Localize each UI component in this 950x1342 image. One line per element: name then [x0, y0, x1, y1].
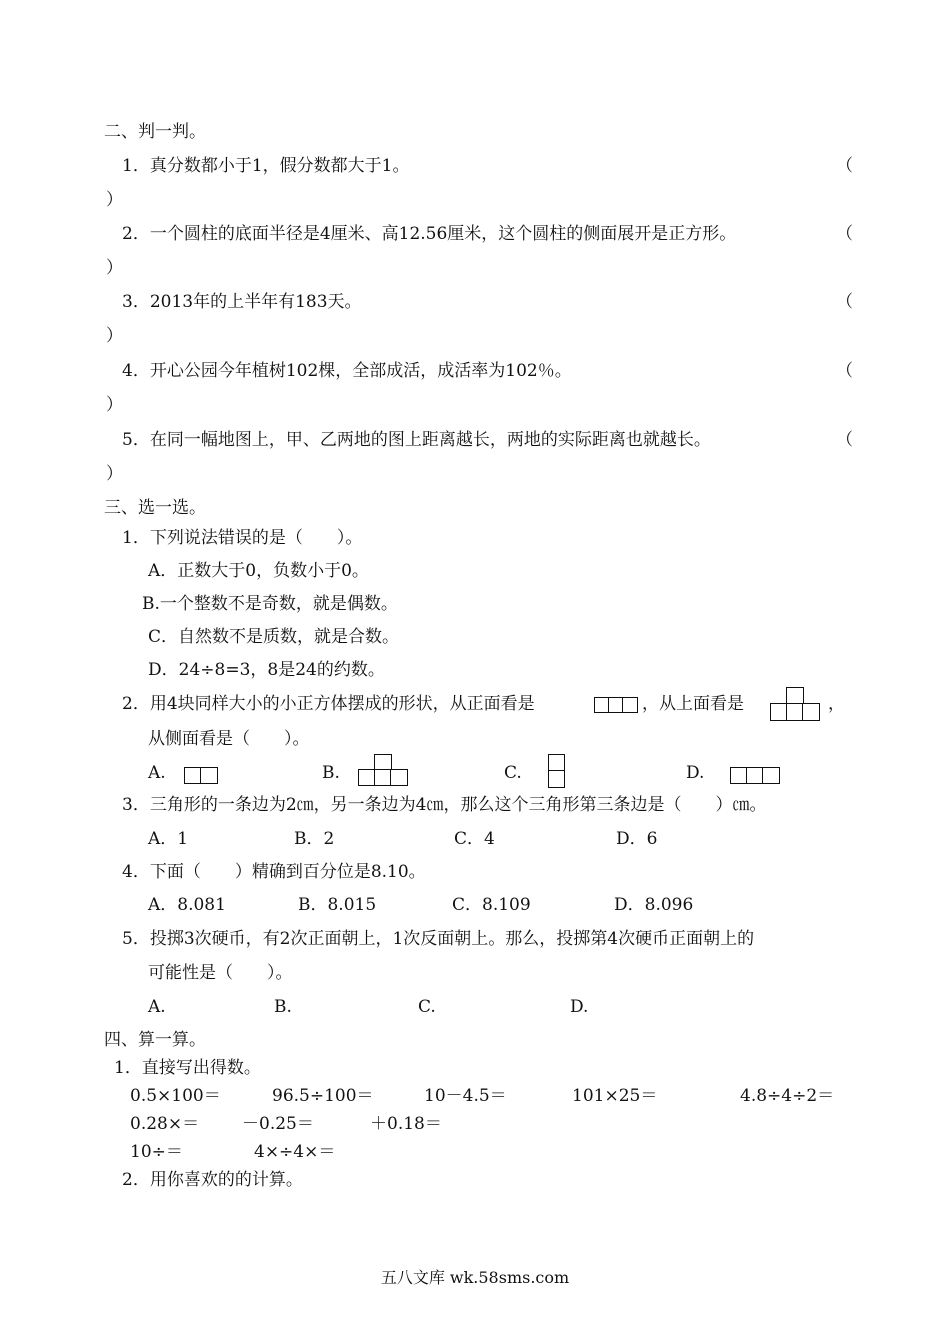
- choice-q3-option-a: A．1: [148, 829, 189, 849]
- footer-watermark: 五八文库 wk.58sms.com: [380, 1268, 570, 1287]
- calc-item: 4.8÷4÷2＝: [740, 1086, 835, 1106]
- answer-close-paren: ）: [106, 464, 123, 484]
- judge-item-1: 1．真分数都小于1，假分数都大于1。: [122, 156, 410, 176]
- choice-q1-option-b: B.一个整数不是奇数，就是偶数。: [142, 594, 398, 614]
- choice-q5-option-b: B.: [274, 997, 292, 1017]
- section-3-title: 三、选一选。: [104, 498, 206, 518]
- choice-q5-option-a: A.: [148, 997, 166, 1017]
- section-2-title: 二、判一判。: [104, 122, 206, 142]
- choice-q3-stem: 3．三角形的一条边为2㎝，另一条边为4㎝，那么这个三角形第三条边是（ ）㎝。: [122, 795, 767, 815]
- answer-open-paren: （: [836, 224, 853, 244]
- answer-open-paren: （: [836, 156, 853, 176]
- section-4-title: 四、算一算。: [104, 1030, 206, 1050]
- choice-q2-stem-part2: ，从上面看是: [642, 694, 744, 714]
- answer-open-paren: （: [836, 430, 853, 450]
- judge-item-4: 4．开心公园今年植树102棵，全部成活，成活率为102％。: [122, 361, 572, 381]
- calc-item: 96.5÷100＝: [272, 1086, 374, 1106]
- calc-item: 10÷＝: [130, 1142, 183, 1162]
- choice-q1-option-a: A．正数大于0，负数小于0。: [148, 561, 369, 581]
- choice-q4-stem: 4．下面（ ）精确到百分位是8.10。: [122, 862, 426, 882]
- choice-q5-option-d: D.: [570, 997, 589, 1017]
- calc-item: 4×÷4×＝: [254, 1142, 336, 1162]
- calc-sub-2: 2．用你喜欢的的计算。: [122, 1170, 303, 1190]
- choice-q5-stem-line2: 可能性是（ ）。: [148, 963, 293, 983]
- choice-q3-option-b: B．2: [294, 829, 335, 849]
- choice-q3-option-d: D．6: [616, 829, 658, 849]
- answer-open-paren: （: [836, 292, 853, 312]
- choice-q1-option-c: C．自然数不是质数，就是合数。: [148, 627, 400, 647]
- choice-q4-option-d: D．8.096: [614, 895, 694, 915]
- choice-q5-option-c: C.: [418, 997, 436, 1017]
- judge-item-5: 5．在同一幅地图上，甲、乙两地的图上距离越长，两地的实际距离也就越长。: [122, 430, 711, 450]
- choice-q4-option-c: C．8.109: [452, 895, 531, 915]
- choice-q2-stem-part4: 从侧面看是（ ）。: [148, 729, 310, 749]
- answer-close-paren: ）: [106, 326, 123, 346]
- answer-close-paren: ）: [106, 258, 123, 278]
- choice-q2-option-a: A.: [148, 763, 166, 783]
- answer-close-paren: ）: [106, 395, 123, 415]
- choice-q3-option-c: C．4: [454, 829, 495, 849]
- choice-q5-stem-line1: 5．投掷3次硬币，有2次正面朝上，1次反面朝上。那么，投掷第4次硬币正面朝上的: [122, 929, 755, 949]
- choice-q2-stem-part3: ，: [828, 694, 845, 714]
- calc-item: －0.25＝: [242, 1114, 314, 1134]
- calc-item: 0.5×100＝: [130, 1086, 221, 1106]
- calc-item: 101×25＝: [572, 1086, 658, 1106]
- choice-q2-stem-part1: 2．用4块同样大小的小正方体摆成的形状，从正面看是: [122, 694, 535, 714]
- calc-item: 10－4.5＝: [424, 1086, 507, 1106]
- calc-item: ＋0.18＝: [370, 1114, 442, 1134]
- answer-close-paren: ）: [106, 190, 123, 210]
- calc-sub-1: 1．直接写出得数。: [114, 1058, 261, 1078]
- choice-q1-option-d: D．24÷8=3，8是24的约数。: [148, 660, 385, 680]
- choice-q4-option-b: B．8.015: [298, 895, 377, 915]
- choice-q2-option-d: D.: [686, 763, 705, 783]
- choice-q2-option-b: B.: [322, 763, 340, 783]
- choice-q4-option-a: A．8.081: [148, 895, 226, 915]
- judge-item-3: 3．2013年的上半年有183天。: [122, 292, 362, 312]
- calc-item: 0.28×＝: [130, 1114, 200, 1134]
- answer-open-paren: （: [836, 361, 853, 381]
- judge-item-2: 2．一个圆柱的底面半径是4厘米、高12.56厘米，这个圆柱的侧面展开是正方形。: [122, 224, 737, 244]
- choice-q2-option-c: C.: [504, 763, 522, 783]
- choice-q1-stem: 1．下列说法错误的是（ ）。: [122, 528, 363, 548]
